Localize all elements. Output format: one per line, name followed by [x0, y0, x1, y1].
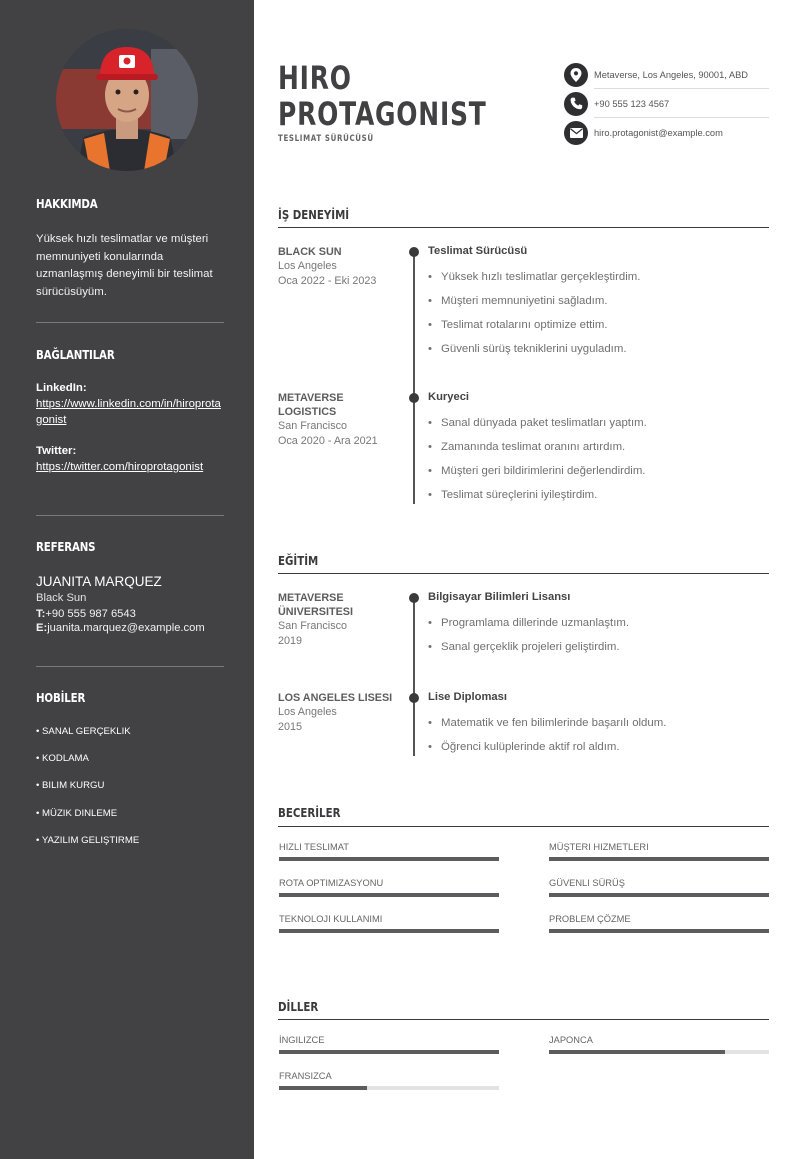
contact-phone	[564, 89, 769, 118]
skill-item	[279, 878, 499, 888]
timeline-dot	[409, 693, 419, 703]
reference-name: JUANITA MARQUEZ	[36, 574, 162, 589]
reference-heading: REFERANS	[36, 539, 96, 554]
twitter-link-block	[36, 445, 224, 475]
contact-email	[564, 118, 769, 147]
divider	[36, 666, 224, 667]
school-location: Los Angeles	[278, 706, 337, 718]
job-bullet: • Teslimat rotalarını optimize ettim.	[428, 319, 607, 331]
reference-phone: +90 555 987 6543	[45, 608, 136, 620]
section-rule	[278, 227, 769, 228]
job-role: Teslimat Sürücüsü	[428, 245, 528, 257]
degree-name: Lise Diploması	[428, 691, 507, 703]
school-location: San Francisco	[278, 620, 348, 632]
timeline-dot	[409, 247, 419, 257]
language-name: İNGILIZCE	[279, 1035, 325, 1045]
job-bullet: • Yüksek hızlı teslimatlar gerçekleştirdim.	[428, 271, 640, 283]
school-name-line-1: METAVERSE	[278, 592, 344, 604]
skill-bar-track	[549, 893, 769, 897]
location-pin-icon	[564, 63, 588, 87]
sidebar	[0, 0, 254, 1159]
linkedin-link-block	[36, 382, 224, 428]
school-name-line-2: ÜNIVERSITESI	[278, 606, 353, 618]
job-bullet: • Müşteri memnuniyetini sağladım.	[428, 295, 608, 307]
about-heading: HAKKIMDA	[36, 196, 98, 211]
language-item	[279, 1035, 499, 1045]
skill-bar-track	[279, 893, 499, 897]
job-bullet: • Teslimat süreçlerini iyileştirdim.	[428, 489, 597, 501]
degree-name: Bilgisayar Bilimleri Lisansı	[428, 591, 571, 603]
section-rule	[278, 826, 769, 827]
reference-section	[36, 539, 224, 554]
language-bar-fill	[279, 1050, 499, 1054]
job-role: Kuryeci	[428, 391, 470, 403]
employer-name-line-2: LOGISTICS	[278, 406, 337, 418]
skill-bar-fill	[279, 857, 499, 861]
employment-dates: Oca 2022 - Eki 2023	[278, 274, 377, 287]
phone-text: +90 555 123 4567	[594, 98, 670, 109]
hobby-item: • BILIM KURGU	[36, 780, 105, 791]
skill-bar-track	[549, 929, 769, 933]
skills-heading: BECERİLER	[278, 805, 341, 820]
skill-bar-fill	[279, 929, 499, 933]
languages-heading: DİLLER	[278, 999, 319, 1014]
twitter-label: Twitter:	[36, 445, 77, 457]
twitter-link[interactable]: https://twitter.com/hiroprotagonist	[36, 461, 204, 473]
linkedin-label: LinkedIn:	[36, 382, 87, 394]
education-entry-left	[278, 691, 403, 734]
employer-name-line-1: METAVERSE	[278, 392, 344, 404]
divider	[36, 322, 224, 323]
about-text: Yüksek hızlı teslimatlar ve müşteri memnuniyeti konularında uzmanlaşmış deneyimli bir teslimat sürücüsüyüm.	[36, 233, 213, 298]
experience-entry-left	[278, 391, 403, 448]
skill-name: TEKNOLOJI KULLANIMI	[279, 914, 383, 924]
employer-location: Los Angeles	[278, 260, 337, 272]
education-bullet: • Öğrenci kulüplerinde aktif rol aldım.	[428, 741, 620, 753]
timeline-line	[413, 252, 415, 504]
skill-bar-fill	[549, 893, 769, 897]
divider	[36, 515, 224, 516]
education-bullet: • Matematik ve fen bilimlerinde başarılı oldum.	[428, 717, 666, 729]
section-rule	[278, 1019, 769, 1020]
skill-item	[279, 842, 499, 852]
language-bar-track	[279, 1086, 499, 1090]
school-name: LOS ANGELES LISESI	[278, 692, 393, 704]
language-bar-fill	[279, 1086, 367, 1090]
skill-name: GÜVENLI SÜRÜŞ	[549, 878, 625, 888]
hobbies-list	[36, 726, 224, 856]
skill-bar-fill	[549, 857, 769, 861]
education-entry-left	[278, 591, 403, 648]
experience-entry-left	[278, 245, 403, 288]
skill-item	[279, 914, 499, 924]
job-title: TESLIMAT SÜRÜCÜSÜ	[278, 134, 374, 144]
reference-phone-label: T:	[36, 608, 46, 620]
reference-block	[36, 574, 224, 634]
job-bullet: • Güvenli sürüş tekniklerini uyguladım.	[428, 343, 627, 355]
timeline-line	[413, 598, 415, 756]
skill-item	[549, 914, 769, 924]
skill-bar-fill	[279, 893, 499, 897]
education-heading: EĞİTİM	[278, 553, 319, 568]
education-bullet: • Sanal gerçeklik projeleri geliştirdim.	[428, 641, 620, 653]
job-bullet: • Sanal dünyada paket teslimatları yaptım.	[428, 417, 647, 429]
timeline-dot	[409, 593, 419, 603]
section-rule	[278, 573, 769, 574]
skill-item	[549, 842, 769, 852]
links-section	[36, 347, 224, 362]
hobby-item: • KODLAMA	[36, 753, 89, 764]
employment-dates: Oca 2020 - Ara 2021	[278, 434, 378, 447]
education-bullet: • Programlama dillerinde uzmanlaştım.	[428, 617, 629, 629]
reference-email-line	[36, 622, 224, 634]
profile-photo-icon	[56, 29, 198, 171]
job-bullet: • Zamanında teslimat oranını artırdım.	[428, 441, 625, 453]
links-heading: BAĞLANTILAR	[36, 347, 115, 362]
language-bar-fill	[549, 1050, 725, 1054]
timeline-dot	[409, 393, 419, 403]
language-name: JAPONCA	[549, 1035, 593, 1045]
reference-email: juanita.marquez@example.com	[47, 622, 205, 634]
skill-name: PROBLEM ÇÖZME	[549, 914, 631, 924]
hobbies-heading: HOBİLER	[36, 690, 86, 705]
about-section	[36, 196, 224, 211]
reference-email-label: E:	[36, 622, 48, 634]
hobby-item: • MÜZIK DINLEME	[36, 808, 118, 819]
address-text: Metaverse, Los Angeles, 90001, ABD	[594, 69, 749, 80]
skill-name: MÜŞTERI HIZMETLERI	[549, 842, 649, 852]
language-item	[279, 1071, 499, 1081]
person-name	[278, 60, 487, 132]
language-bar-track	[279, 1050, 499, 1054]
employer-location: San Francisco	[278, 420, 348, 432]
skill-name: HIZLI TESLIMAT	[279, 842, 349, 852]
envelope-icon	[564, 121, 588, 145]
graduation-year: 2019	[278, 634, 303, 647]
linkedin-link[interactable]: https://www.linkedin.com/in/hiroprotagonist	[36, 398, 221, 426]
language-item	[549, 1035, 769, 1045]
reference-phone-line	[36, 608, 224, 620]
language-bar-track	[549, 1050, 769, 1054]
name-line-2: PROTAGONIST	[278, 95, 487, 133]
skill-bar-fill	[549, 929, 769, 933]
experience-heading: İŞ DENEYİMİ	[278, 207, 350, 222]
language-name: FRANSIZCA	[279, 1071, 332, 1081]
skill-bar-track	[549, 857, 769, 861]
hobbies-section	[36, 690, 224, 705]
hobby-item: • SANAL GERÇEKLIK	[36, 726, 131, 737]
skill-item	[549, 878, 769, 888]
graduation-year: 2015	[278, 720, 303, 733]
avatar	[56, 29, 198, 171]
name-line-1: HIRO	[278, 59, 352, 97]
skill-bar-track	[279, 857, 499, 861]
employer-name: BLACK SUN	[278, 246, 342, 258]
phone-icon	[564, 92, 588, 116]
reference-company: Black Sun	[36, 592, 87, 604]
hobby-item: • YAZILIM GELIŞTIRME	[36, 835, 140, 846]
contact-address	[564, 60, 769, 89]
skill-name: ROTA OPTIMIZASYONU	[279, 878, 384, 888]
job-bullet: • Müşteri geri bildirimlerini değerlendirdim.	[428, 465, 645, 477]
skill-bar-track	[279, 929, 499, 933]
email-text: hiro.protagonist@example.com	[594, 127, 723, 138]
